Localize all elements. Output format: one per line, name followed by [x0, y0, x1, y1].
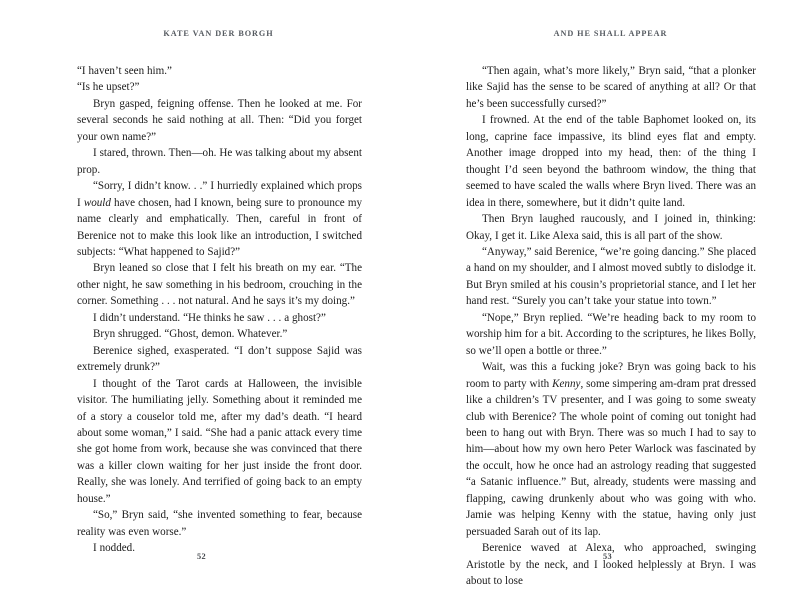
- paragraph-with-italic: “Sorry, I didn’t know. . .” I hurriedly explained which props I would have chosen, had I known, being sure to pronounce my name clearly and emphatically. Then, careful in front of Berenice not to make this look like an introduction, I switched subjects: “What happened to Sajid?”: [77, 180, 362, 258]
- paragraph-with-italic: Wait, was this a fucking joke? Bryn was going back to his room to party with Kenny, some simpering am-dram prat dressed like a children’s TV presenter, and I was going to some sweaty club with Berenice? The whole point of coming out tonight had been to hang out with Bryn. There was so much I had to say to him—about how my own hero Peter Warlock was fascinated by the occult, how he once had an astrology reading that suggested “a Satanic influence.” But, already, students were massing and flapping, cawing drunkenly about who was going with who. Jamie was helping Kenny with the statue, having only just persuaded Sarah out of its lap.: [466, 361, 756, 538]
- paragraph: Bryn leaned so close that I felt his breath on my ear. “The other night, he saw something in his bedroom, crouching in the corner. Something . . . not natural. And he says it’s my doing.”: [77, 262, 362, 308]
- paragraph: “So,” Bryn said, “she invented something to fear, because reality was even worse.”: [77, 509, 362, 538]
- paragraph: Berenice waved at Alexa, who approached, swinging Aristotle by the neck, and I looked helplessly at Bryn. I was about to lose: [466, 542, 756, 588]
- paragraph: Berenice sighed, exasperated. “I don’t suppose Sajid was extremely drunk?”: [77, 344, 362, 374]
- paragraph: “Nope,” Bryn replied. “We’re heading back to my room to worship him for a bit. According to the scriptures, he likes Bolly, so we’ll open a bottle or three.”: [466, 311, 756, 357]
- paragraph: “Then again, what’s more likely,” Bryn said, “that a plonker like Sajid has the sense to be scared of anything at all? Or that he’s been successfully cursed?”: [466, 65, 756, 110]
- paragraph: “Is he upset?”: [77, 81, 140, 94]
- paragraph: Bryn gasped, feigning offense. Then he looked at me. For several seconds he said nothing at all. Then: “Did you forget your own name?”: [77, 97, 362, 143]
- page-number-right: 53: [602, 552, 613, 561]
- paragraph: Bryn shrugged. “Ghost, demon. Whatever.”: [93, 328, 288, 341]
- page-right: [405, 0, 810, 608]
- running-head-author: KATE VAN DER BORGH: [163, 29, 274, 38]
- left-page-textblock: [77, 63, 362, 557]
- running-head-title: AND HE SHALL APPEAR: [553, 29, 668, 38]
- paragraph: I thought of the Tarot cards at Halloween, the invisible visitor. The humiliating jelly. Something about it reminded me of a story a couselor told me, after my dad’s death. “I heard about some woman,” I said. “She had a panic attack every time she got home from work, because she was convinced that there was a killer clown waiting for her just inside the front door. Really, she was lonely. And terrified of going back to an empty house.”: [77, 377, 362, 505]
- paragraph: Then Bryn laughed raucously, and I joined in, thinking: Okay, I get it. Like Alexa said, this is all part of the show.: [466, 213, 756, 242]
- page-number-left: 52: [196, 552, 207, 561]
- paragraph: I nodded.: [93, 542, 135, 555]
- paragraph: I stared, thrown. Then—oh. He was talking about my absent prop.: [77, 147, 362, 176]
- paragraph: “Anyway,” said Berenice, “we’re going dancing.” She placed a hand on my shoulder, and I almost moved subtly to dislodge it. But Bryn smiled at his cousin’s proprietorial stance, and I let her hand rest. “Surely you can’t take your statue into town.”: [466, 245, 756, 308]
- paragraph: “I haven’t seen him.”: [77, 65, 172, 77]
- paragraph: I frowned. At the end of the table Baphomet looked on, its long, caprine face impassive, its blind eyes flat and empty. Another image dropped into my head, then: of the thing I thought I’d seen beyond the bathroom window, the thing that seemed to have scaled the walls where Bryn lived. There was an idea in there, somewhere, but it didn’t quite land.: [466, 114, 756, 209]
- paragraph: I didn’t understand. “He thinks he saw . . . a ghost?”: [93, 311, 326, 324]
- right-page-textblock: [466, 63, 756, 590]
